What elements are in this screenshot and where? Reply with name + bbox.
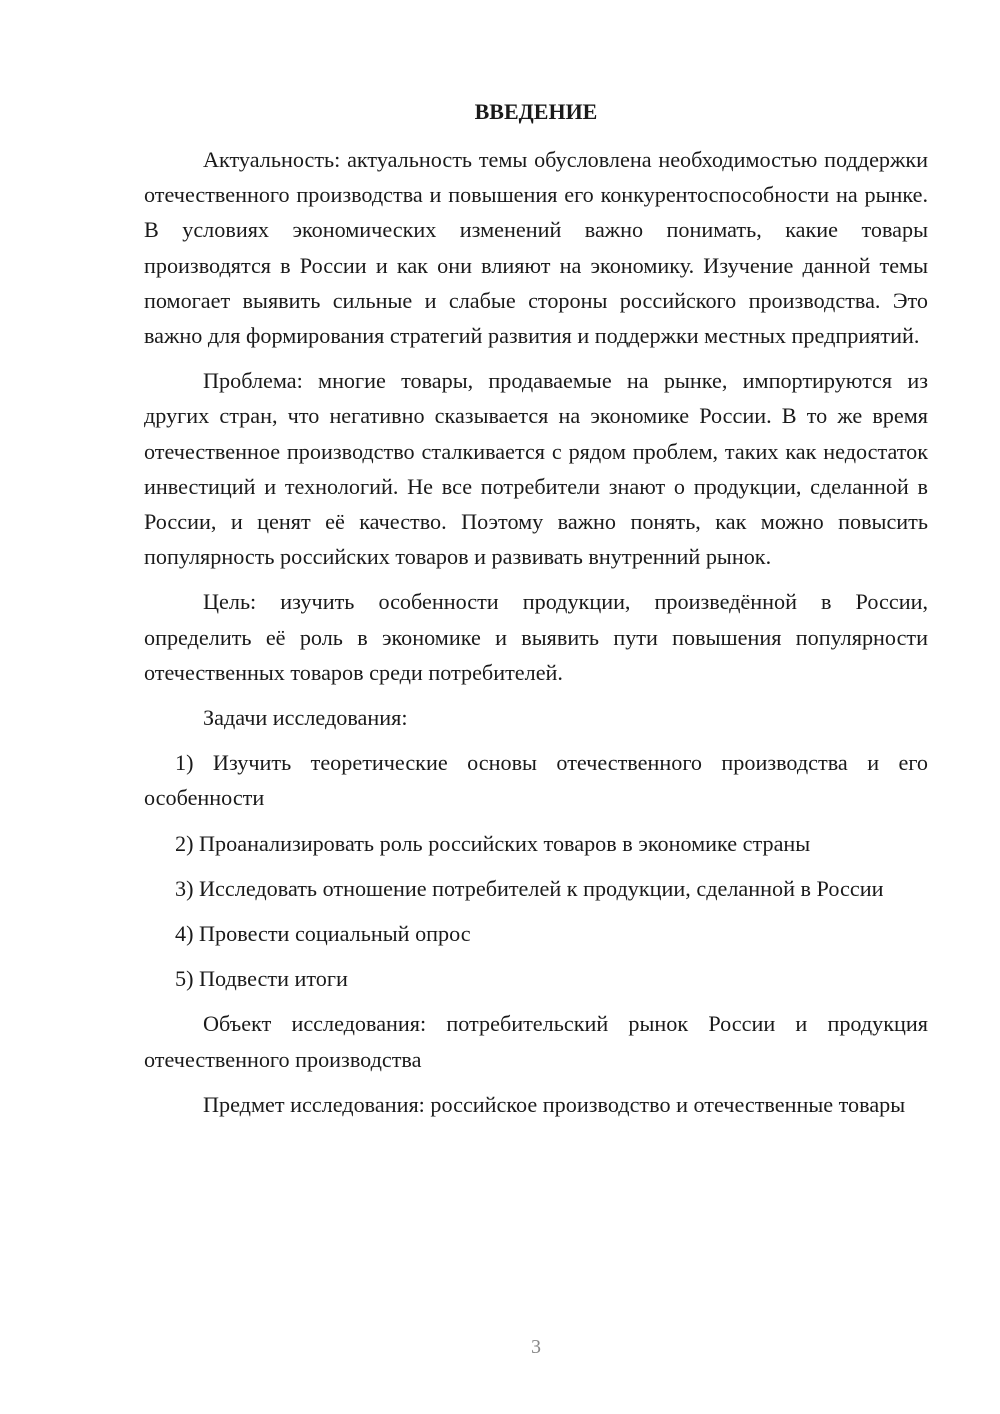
- task-item-2: 2) Проанализировать роль российских товаров в экономике страны: [175, 830, 811, 856]
- document-page: [144, 0, 928, 1414]
- task-item-5: 5) Подвести итоги: [175, 966, 348, 992]
- goal-paragraph: Цель: изучить особенности продукции, произведённой в России, определить её роль в экономике и выявить пути повышения популярности отечественных товаров среди потребителей.: [144, 589, 928, 685]
- tasks-heading: Задачи исследования:: [203, 705, 408, 731]
- problem-paragraph: Проблема: многие товары, продаваемые на рынке, импортируются из других стран, что негативно сказывается на экономике России. В то же время отечественное производство сталкивается с рядом проблем, таких как недостаток инвестиций и технологий. Не все потребители знают о продукции, сделанной в России, и ценят её качество. Поэтому важно понять, как можно повысить популярность российских товаров и развивать внутренний рынок.: [144, 368, 928, 570]
- research-object-paragraph: Объект исследования: потребительский рынок России и продукция отечественного производства: [144, 1011, 928, 1072]
- page-title: ВВЕДЕНИЕ: [474, 99, 598, 124]
- task-item-1: 1) Изучить теоретические основы отечественного производства и его особенности: [144, 750, 928, 811]
- research-subject-paragraph: Предмет исследования: российское производство и отечественные товары: [203, 1091, 906, 1117]
- task-item-4: 4) Провести социальный опрос: [175, 921, 471, 947]
- relevance-paragraph: Актуальность: актуальность темы обусловлена необходимостью поддержки отечественного производства и повышения его конкурентоспособности на рынке. В условиях экономических изменений важно понимать, какие товары производятся в России и как они влияют на экономику. Изучение данной темы помогает выявить сильные и слабые стороны российского производства. Это важно для формирования стратегий развития и поддержки местных предприятий.: [144, 147, 928, 349]
- page-number: 3: [531, 1336, 541, 1358]
- document-body: [144, 142, 928, 1132]
- task-item-3: 3) Исследовать отношение потребителей к продукции, сделанной в России: [175, 875, 884, 901]
